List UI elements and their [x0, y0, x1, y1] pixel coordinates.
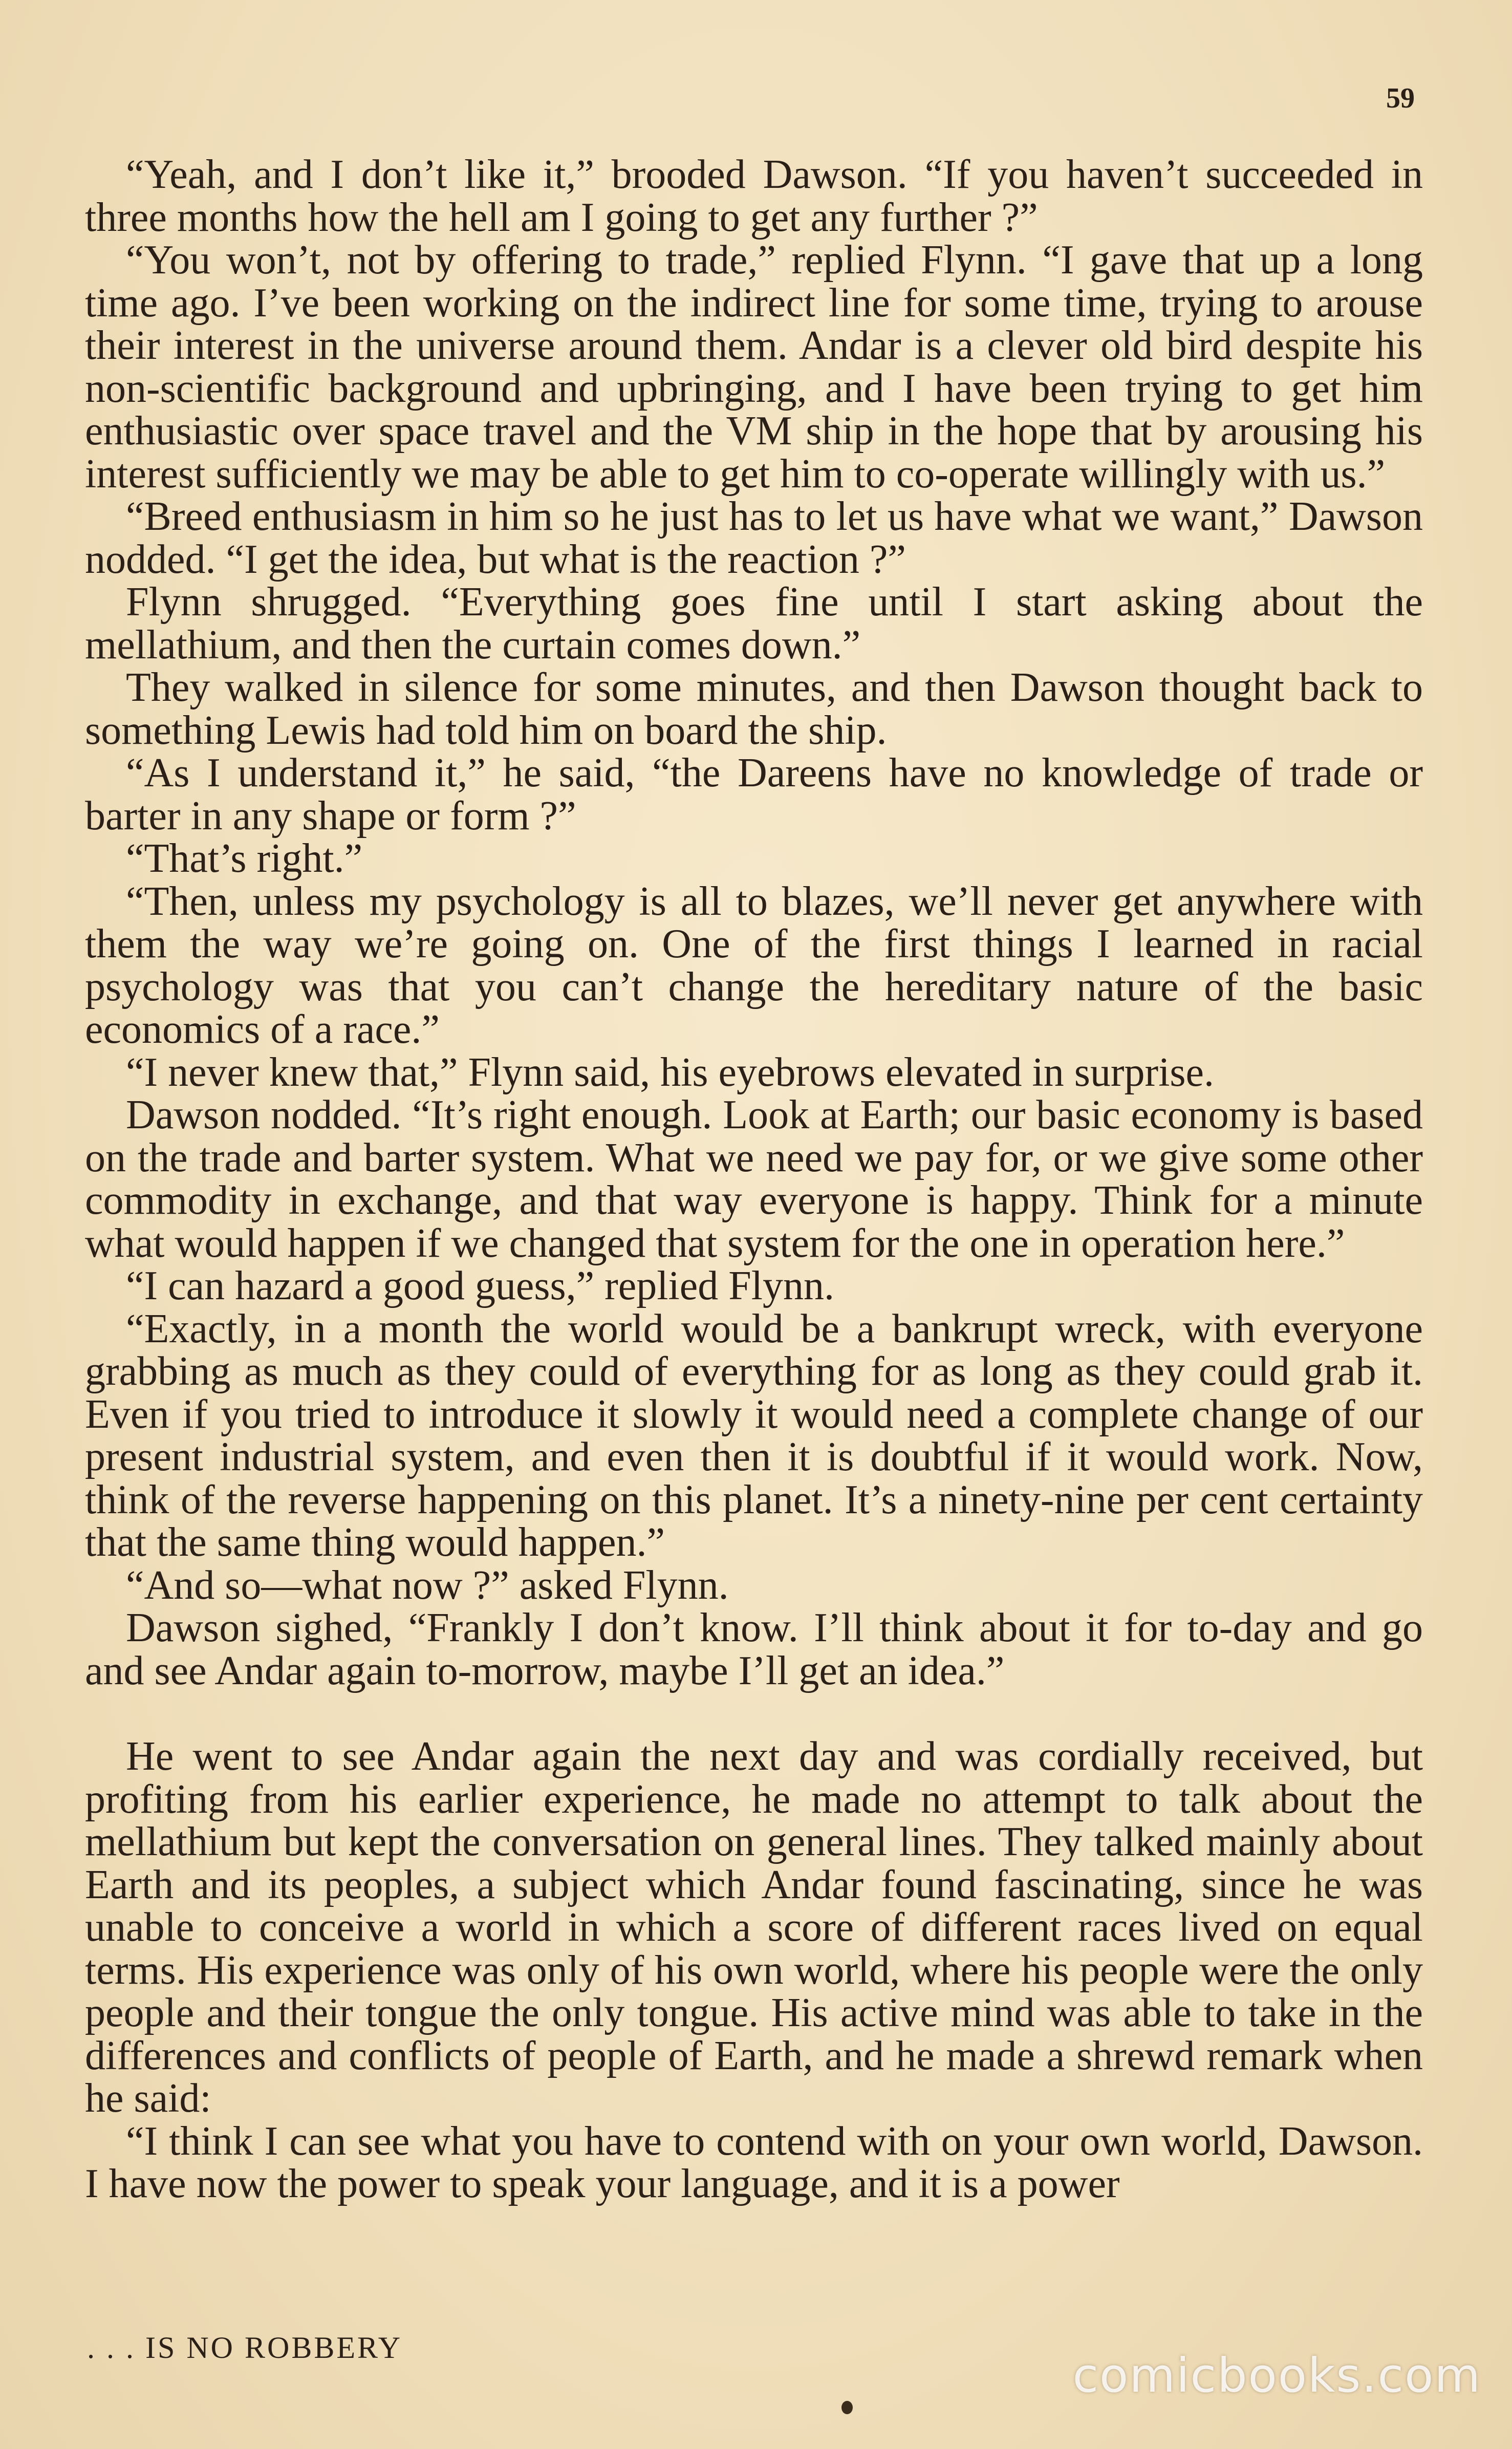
watermark: comicbooks.com	[1072, 2348, 1481, 2403]
paragraph: “I can hazard a good guess,” replied Flynn.	[126, 1263, 834, 1308]
paragraph: Dawson nodded. “It’s right enough. Look at Earth; our basic economy is based on the trade and barter system. What we need we pay for, or we give some other commodity in exchange, and that way everyone is happy. Think for a minute what would happen if we changed that system for the one in operation here.”	[85, 1092, 1423, 1266]
paragraph: Flynn shrugged. “Everything goes fine until I start asking about the mellathium, and then the curtain comes down.”	[85, 579, 1423, 668]
running-footer: . . . IS NO ROBBERY	[87, 2331, 403, 2365]
paragraph: Dawson sighed, “Frankly I don’t know. I’ll think about it for to-day and go and see Andar again to-morrow, maybe I’ll get an idea.”	[85, 1605, 1423, 1693]
ink-speck	[841, 2401, 853, 2414]
paragraph: He went to see Andar again the next day and was cordially received, but profiting from his earlier experience, he made no attempt to talk about the mellathium but kept the conversation on general lines. They talked mainly about Earth and its peoples, a subject which Andar found fascinating, since he was unable to conceive a world in which a score of different races lived on equal terms. His experience was only of his own world, where his people were the only people and their tongue the only tongue. His active mind was able to take in the differences and conflicts of people of Earth, and he made a shrewd remark when he said:	[85, 1734, 1423, 2121]
paragraph: “As I understand it,” he said, “the Dareens have no knowledge of trade or barter in any shape or form ?”	[85, 750, 1423, 839]
paragraph: “I think I can see what you have to contend with on your own world, Dawson. I have now the power to speak your language, and it is a power	[85, 2118, 1423, 2206]
paragraph: “I never knew that,” Flynn said, his eyebrows elevated in surprise.	[126, 1049, 1215, 1095]
body-text	[85, 154, 1423, 2206]
page-number: 59	[1386, 82, 1415, 114]
paragraph: “And so—what now ?” asked Flynn.	[126, 1562, 729, 1608]
paragraph: “That’s right.”	[126, 836, 363, 881]
paragraph: “Breed enthusiasm in him so he just has to let us have what we want,” Dawson nodded. “I get the idea, but what is the reaction ?”	[85, 494, 1423, 582]
paragraph: “Exactly, in a month the world would be a bankrupt wreck, with everyone grabbing as much as they could of everything for as long as they could grab it. Even if you tried to introduce it slowly it would need a complete change of our present industrial system, and even then it is doubtful if it would work. Now, think of the reverse happening on this planet. It’s a ninety-nine per cent certainty that the same thing would happen.”	[85, 1306, 1423, 1565]
paragraph: “Yeah, and I don’t like it,” brooded Dawson. “If you haven’t succeeded in three months how the hell am I going to get any further ?”	[85, 152, 1423, 240]
paragraph: “You won’t, not by offering to trade,” replied Flynn. “I gave that up a long time ago. I’ve been working on the indirect line for some time, trying to arouse their interest in the universe around them. Andar is a clever old bird despite his non-scientific background and upbringing, and I have been trying to get him enthusiastic over space travel and the VM ship in the hope that by arousing his interest sufficiently we may be able to get him to co-operate willingly with us.”	[85, 238, 1423, 497]
paragraph: “Then, unless my psychology is all to blazes, we’ll never get anywhere with them the way we’re going on. One of the first things I learned in racial psychology was that you can’t change the hereditary nature of the basic economics of a race.”	[85, 878, 1423, 1052]
paragraph: They walked in silence for some minutes, and then Dawson thought back to something Lewis had told him on board the ship.	[85, 665, 1423, 753]
